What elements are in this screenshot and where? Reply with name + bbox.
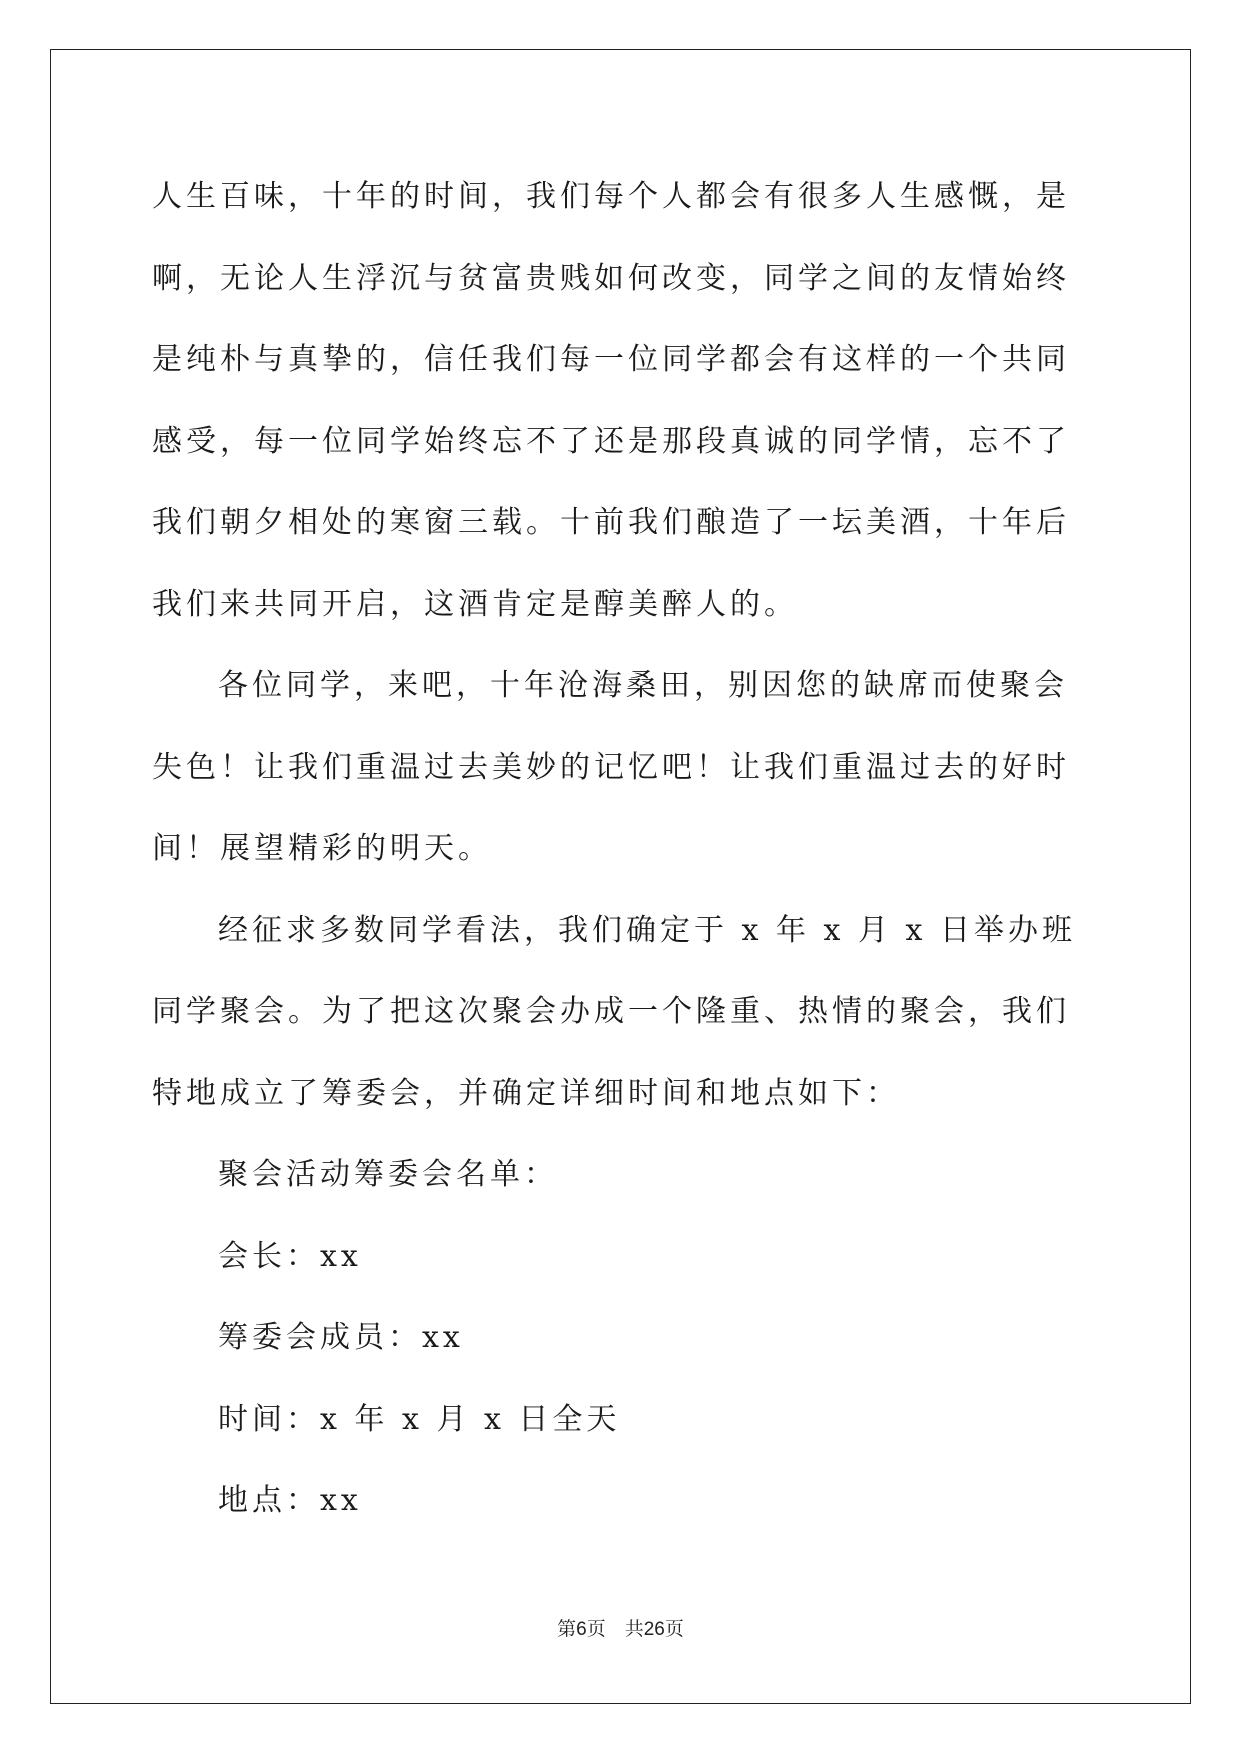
page-prefix: 第 <box>557 1618 577 1640</box>
committee-members-line: 筹委会成员：xx <box>218 1320 464 1355</box>
paragraph-announcement: 经征求多数同学看法，我们确定于 x 年 x 月 x 日举办班同学聚会。为了把这次聚会办成一个隆重、热情的聚会，我们特地成立了筹委会，并确定详细时间和地点如下： <box>152 912 1076 1111</box>
total-pages: 26 <box>643 1619 665 1640</box>
page-mid: 页 共 <box>586 1618 644 1640</box>
time-line: 时间：x 年 x 月 x 日全天 <box>218 1401 621 1437</box>
paragraph-invitation: 各位同学，来吧，十年沧海桑田，别因您的缺席而使聚会失色！让我们重温过去美妙的记忆吧！让我们重温过去的好时间！展望精彩的明天。 <box>152 668 1070 866</box>
document-body <box>152 156 1087 1542</box>
chairman-line: 会长：xx <box>218 1238 362 1274</box>
location-line: 地点：xx <box>218 1483 362 1518</box>
page-footer <box>0 1614 1241 1641</box>
paragraph-reflection: 人生百味，十年的时间，我们每个人都会有很多人生感慨，是啊，无论人生浮沉与贫富贵贱如何改变，同学之间的友情始终是纯朴与真挚的，信任我们每一位同学都会有这样的一个共同感受，每一位同学始终忘不了还是那段真诚的同学情，忘不了我们朝夕相处的寒窗三载。十前我们酿造了一坛美酒，十年后我们来共同开启，这酒肯定是醇美醉人的。 <box>152 179 1070 622</box>
committee-heading: 聚会活动筹委会名单： <box>218 1157 558 1192</box>
page-suffix: 页 <box>664 1618 684 1640</box>
page-number: 6 <box>576 1619 587 1640</box>
